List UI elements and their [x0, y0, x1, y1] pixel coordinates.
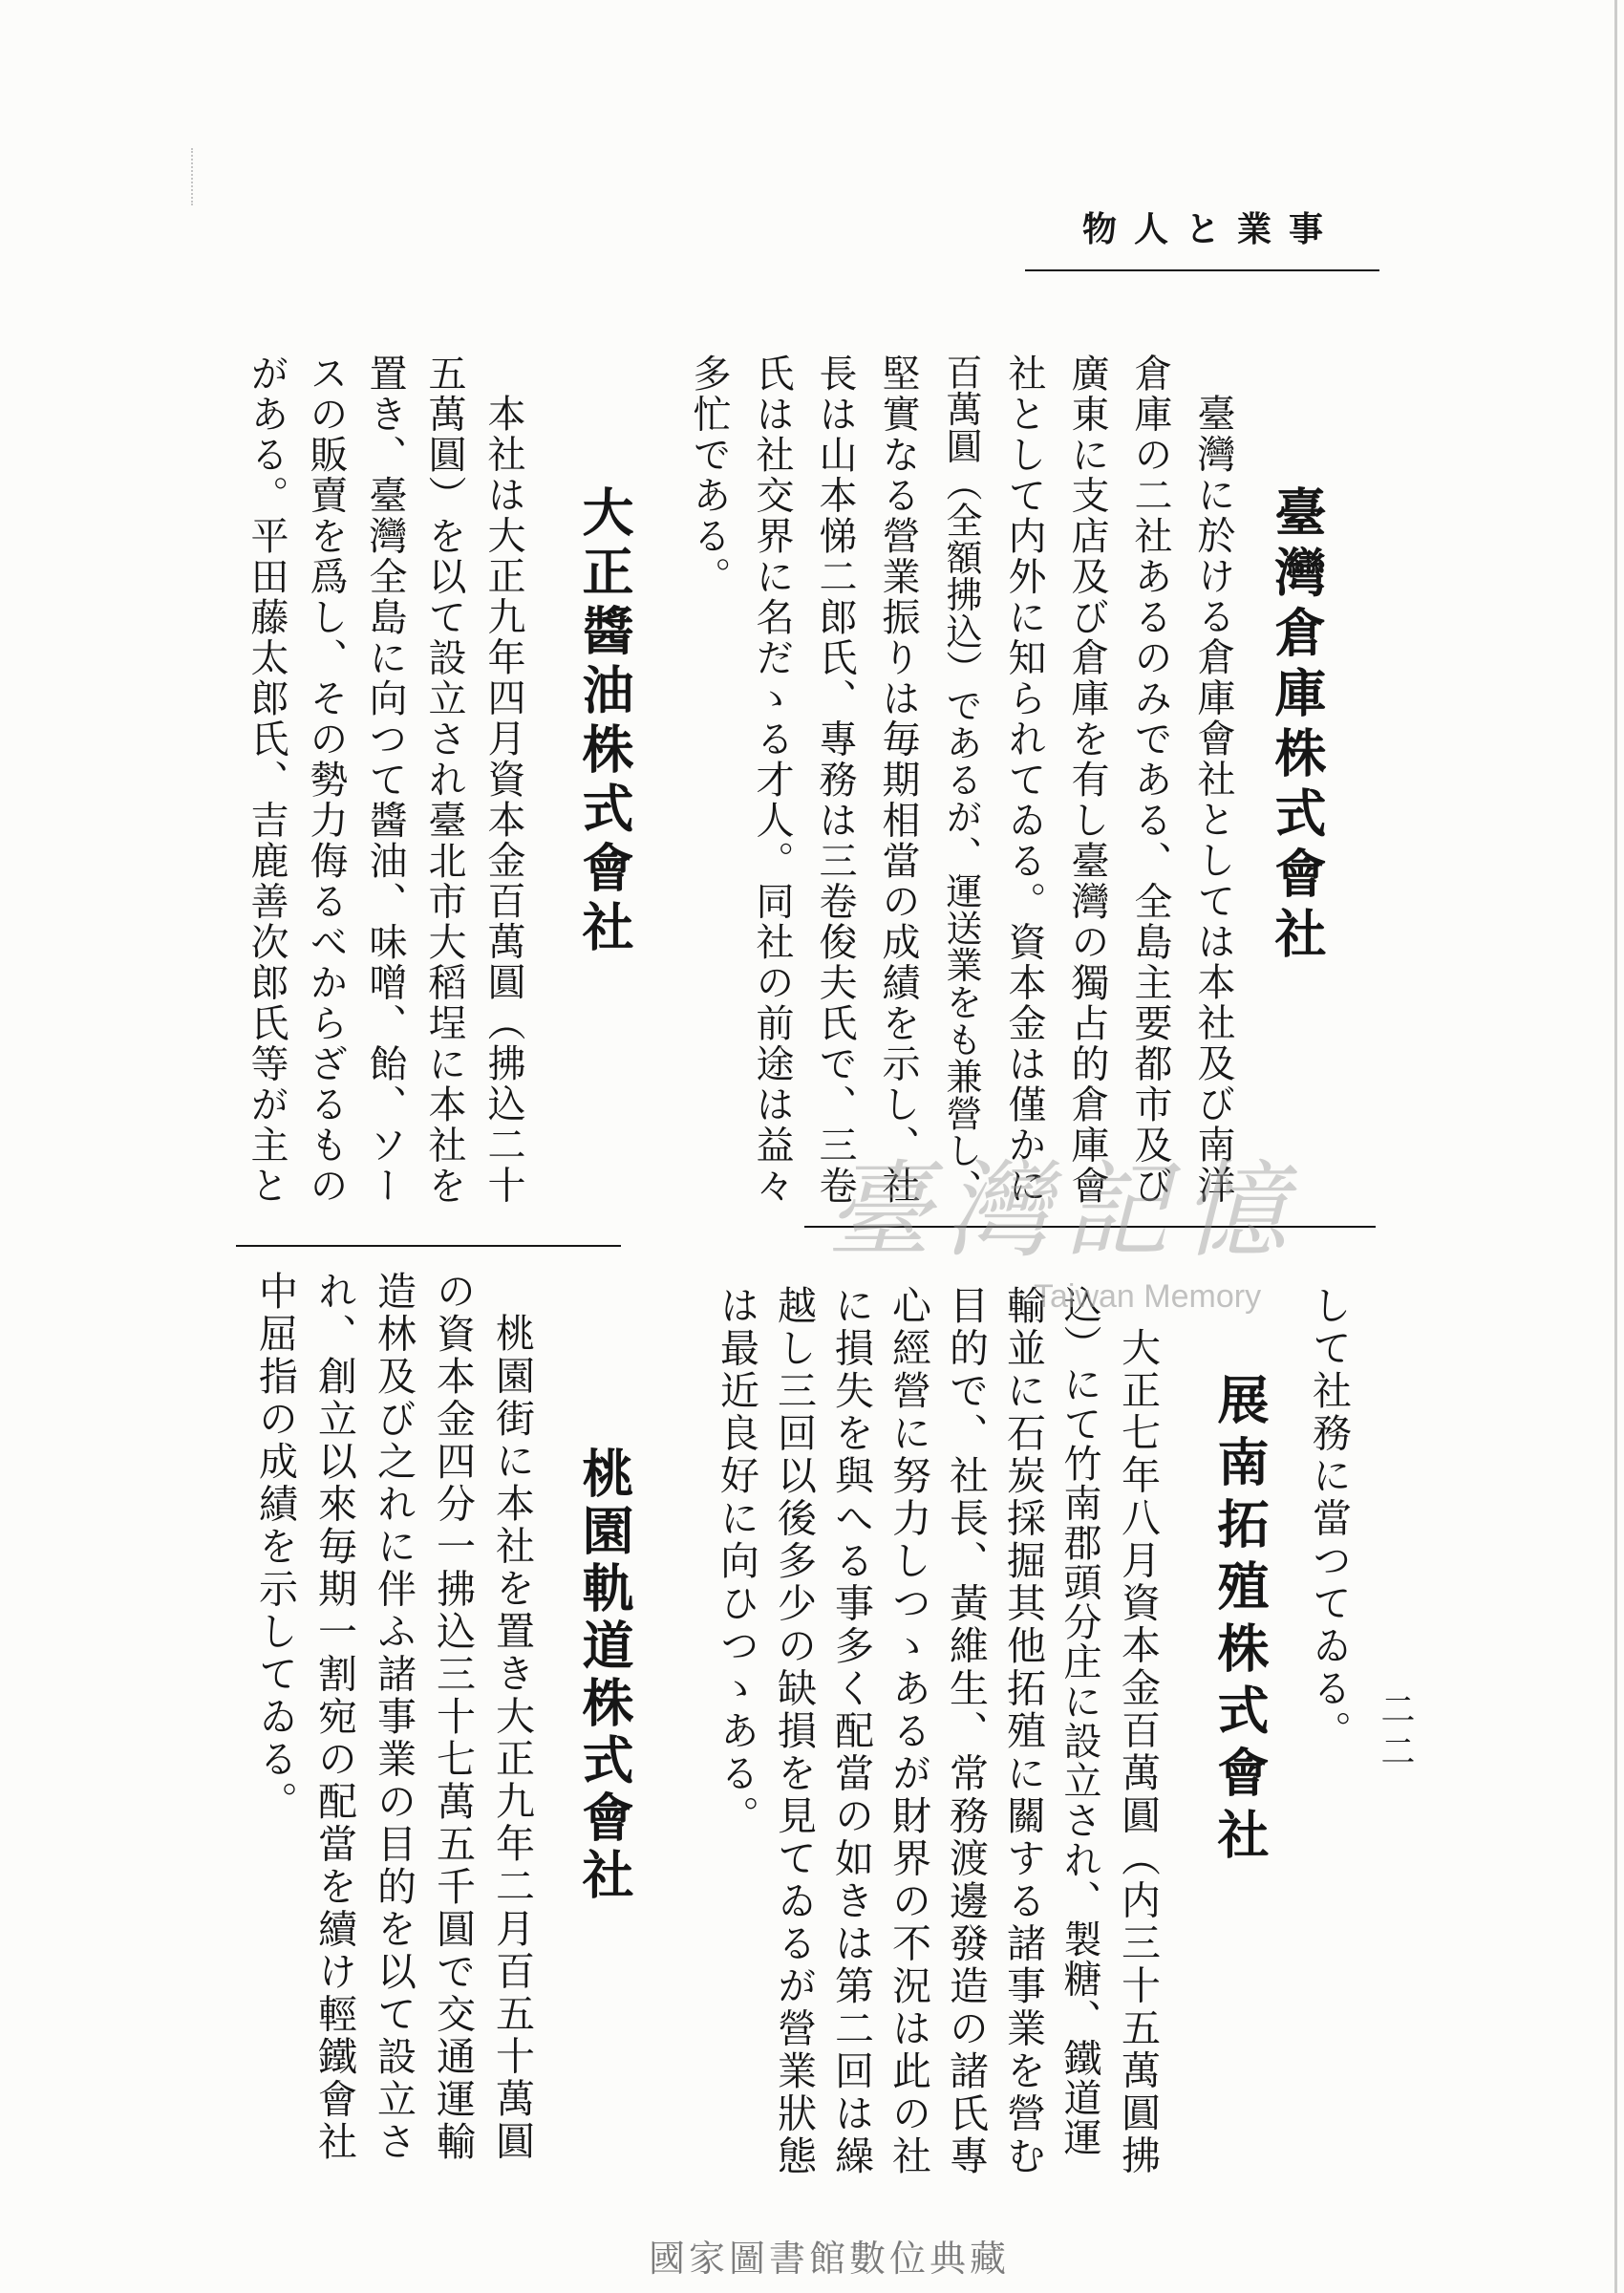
body-column: に損失を與へる事多く配當の如きは第二回は繰 [828, 1285, 874, 2178]
body-column: 本社は大正九年四月資本金百萬圓（拂込二十 [481, 394, 525, 1206]
body-column: 臺灣に於ける倉庫會社としては本社及び南洋 [1191, 394, 1235, 1206]
tier-divider-left [236, 1245, 621, 1247]
watermark-logo: 臺灣記憶 [826, 1149, 1300, 1272]
body-column: 大正七年八月資本金百萬圓（内三十五萬圓拂 [1115, 1327, 1161, 2177]
body-column: 社として内外に知られてゐる。資本金は僅かに [1002, 354, 1046, 1207]
body-column: 堅實なる營業振りは毎期相當の成績を示し、社 [876, 354, 920, 1207]
body-column: 長は山本悌二郎氏、專務は三卷俊夫氏で、三卷 [813, 354, 857, 1207]
body-column: 多忙である。 [687, 354, 731, 597]
body-column: の資本金四分一拂込三十七萬五千圓で交通運輸 [430, 1271, 476, 2164]
section-title-tennan-takushoku: 展南拓殖株式會社 [1209, 1373, 1271, 1870]
body-column: 五萬圓）を以て設立され臺北市大稻埕に本社を [422, 354, 466, 1207]
section-title-taiwan-soko: 臺灣倉庫株式會社 [1267, 485, 1328, 967]
body-column: 倉庫の二社あるのみである、全島主要都市及び [1128, 354, 1172, 1207]
scan-edge [1614, 0, 1617, 2293]
section-title-taisho-shoyu: 大正醬油株式會社 [574, 485, 635, 959]
body-column: 越し三回以後多少の缺損を見てゐるが營業狀態 [771, 1285, 817, 2178]
body-column: 輸並に石炭採掘其他拓殖に關する諸事業を營む [1000, 1285, 1046, 2178]
body-column: 百萬圓（全額拂込）であるが、運送業をも兼營し、 [940, 354, 982, 1207]
footer-credit: 國家圖書館數位典藏 [648, 2238, 1010, 2280]
body-column: がある。平田藤太郎氏、吉鹿善次郎氏等が主と [245, 354, 288, 1207]
body-column: 置き、臺灣全島に向つて醬油、味噌、飴、ソー [363, 354, 407, 1207]
body-column: スの販賣を爲し、その勢力侮るべからざるもの [304, 354, 348, 1207]
scan-speck [191, 148, 193, 205]
body-column: 目的で、社長、黃維生、常務渡邊發造の諸氏專 [943, 1285, 989, 2178]
page-number: 二二 [1376, 1691, 1415, 1775]
watermark-subtext: Taiwan Memory [1034, 1278, 1262, 1315]
body-column: 込）にて竹南郡頭分庄に設立され、製糖、鐵道運 [1058, 1285, 1101, 2157]
body-column: は最近良好に向ひつゝある。 [714, 1285, 759, 1838]
body-column: 氏は社交界に名だゝる才人。同社の前途は益々 [750, 354, 794, 1207]
running-title: 事業と人物 [1082, 209, 1341, 249]
body-column: 中屈指の成績を示してゐる。 [252, 1271, 298, 1824]
tier-divider-right [804, 1226, 1376, 1228]
section-title-toen-kido: 桃園軌道株式會社 [574, 1447, 635, 1905]
body-column: 廣東に支店及び倉庫を有し臺灣の獨占的倉庫會 [1065, 354, 1109, 1207]
body-column: れ、創立以來毎期一割宛の配當を續け輕鐵會社 [311, 1271, 357, 2164]
body-column: 桃園街に本社を置き大正九年二月百五十萬圓 [489, 1313, 535, 2163]
body-column: 心經營に努力しつゝあるが財界の不況は此の社 [886, 1285, 931, 2178]
continuation-column: して社務に當つてゐる。 [1306, 1285, 1352, 1753]
body-column: 造林及び之れに伴ふ諸事業の目的を以て設立さ [371, 1271, 417, 2164]
header-rule [1025, 269, 1379, 271]
